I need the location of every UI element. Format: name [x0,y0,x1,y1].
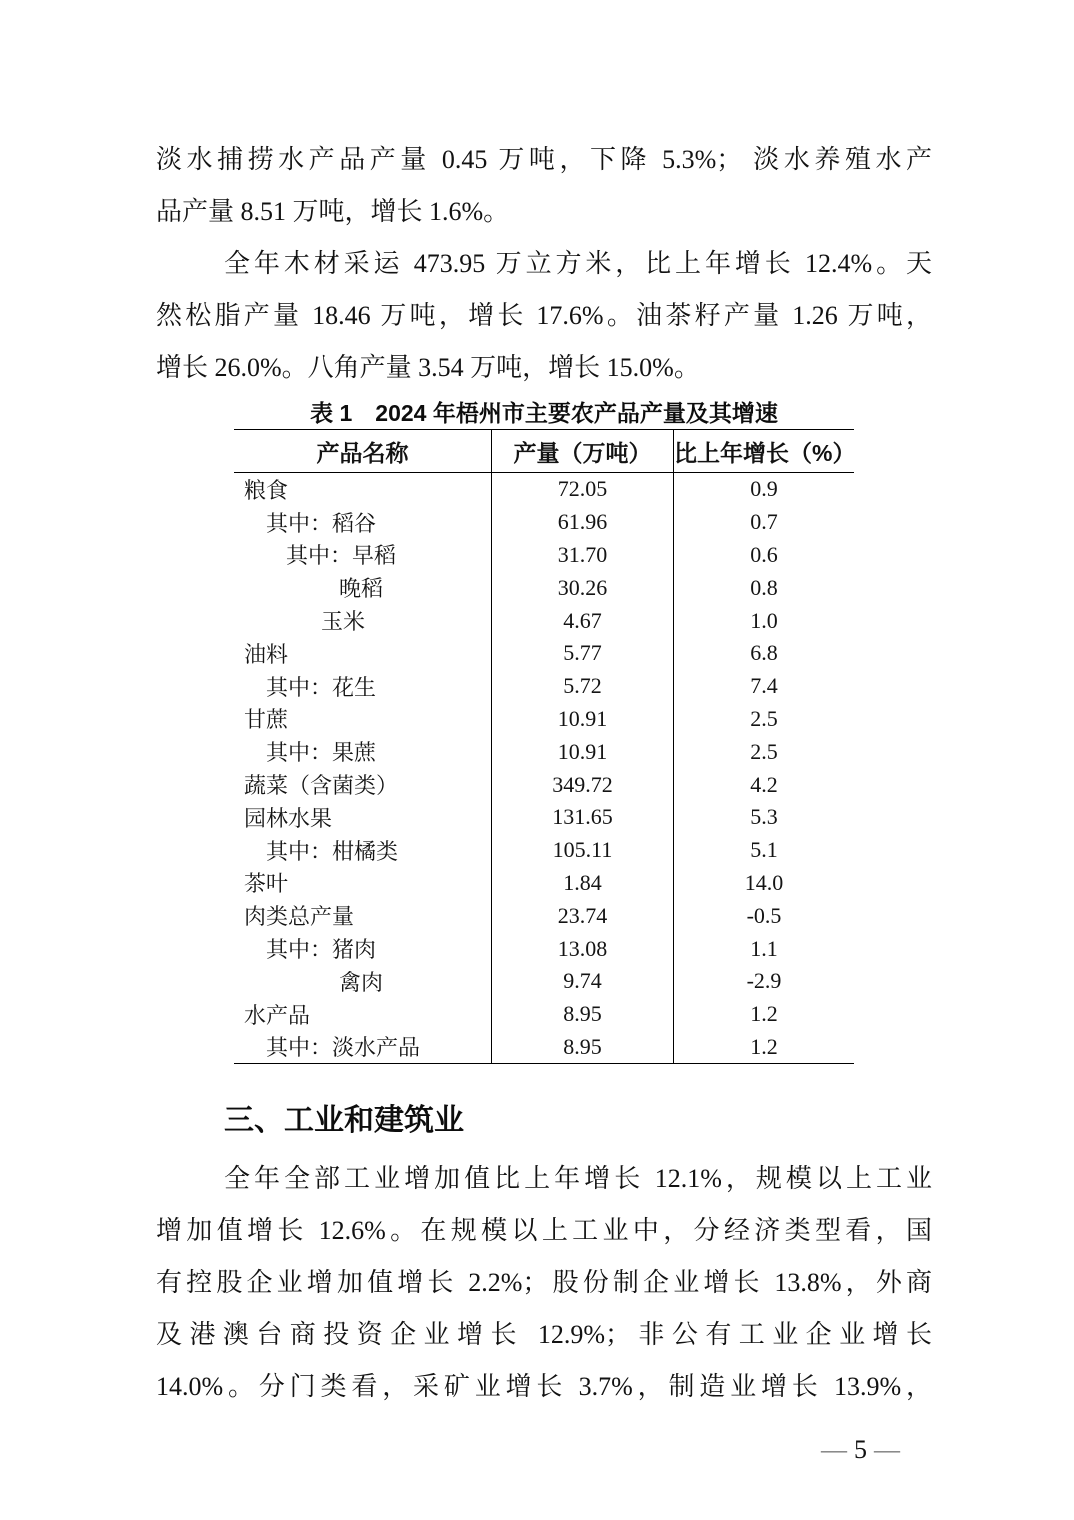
growth-cell: 0.9 [750,476,778,502]
page-number [156,1435,932,1465]
table-row [234,539,854,572]
table-row [234,801,854,834]
product-name-cell: 其中：果蔗 [234,735,492,768]
text-line: 增长 26.0%。八角产量 3.54 万吨，增长 15.0%。 [156,353,700,382]
output-cell: 13.08 [492,932,674,965]
table-row [234,637,854,670]
output-cell: 10.91 [492,703,674,736]
output-cell: 30.26 [492,571,674,604]
output-cell: 349.72 [492,768,674,801]
growth-cell: 14.0 [744,869,784,895]
table-row [234,604,854,637]
product-name-cell: 其中：花生 [234,670,492,703]
output-cell: 8.95 [492,998,674,1031]
output-cell: 4.67 [492,604,674,637]
product-name-cell: 其中：稻谷 [234,506,492,539]
growth-cell: 5.3 [750,804,778,830]
growth-cell: 1.2 [750,1001,778,1027]
text-line: 全年全部工业增加值比上年增长 12.1%，规模以上工业 [224,1164,932,1194]
table-header [234,430,854,473]
growth-cell: 0.6 [750,541,778,567]
col-header-product-name: 产品名称 [234,430,492,473]
product-name-cell: 晚稻 [234,571,492,604]
table-row [234,899,854,932]
table-row [234,834,854,867]
output-cell: 61.96 [492,506,674,539]
product-name-cell: 肉类总产量 [234,899,492,932]
table-row [234,670,854,703]
col-header-output: 产量（万吨） [492,430,674,473]
product-name-cell: 茶叶 [234,867,492,900]
product-name-cell: 油料 [234,637,492,670]
product-name-cell: 水产品 [234,998,492,1031]
table-row [234,703,854,736]
table-row [234,473,854,506]
table-body [234,473,854,1064]
output-cell: 8.95 [492,1031,674,1064]
table-row [234,867,854,900]
output-cell: 31.70 [492,539,674,572]
growth-cell: 0.7 [750,509,778,535]
product-name-cell: 园林水果 [234,801,492,834]
growth-cell: 2.5 [750,705,778,731]
growth-cell: 5.1 [750,837,778,863]
growth-cell: -2.9 [746,968,782,994]
table-row [234,1031,854,1064]
text-line: 有控股企业增加值增长 2.2%；股份制企业增长 13.8%，外商 [156,1268,932,1298]
text-line: 增加值增长 12.6%。在规模以上工业中，分经济类型看，国 [156,1216,932,1246]
output-cell: 131.65 [492,801,674,834]
paragraph-forestry [156,238,932,394]
paragraph-fishery [156,134,932,238]
table1-block [156,397,932,1064]
col-header-growth: 比上年增长（%） [674,430,855,473]
product-name-cell: 其中：猪肉 [234,932,492,965]
text-line: 全年木材采运 473.95 万立方米，比上年增长 12.4%。天 [224,249,932,278]
product-name-cell: 禽肉 [234,965,492,998]
product-name-cell: 甘蔗 [234,703,492,736]
page-number-dash-left: — [821,1435,847,1465]
table-row [234,571,854,604]
table-row [234,768,854,801]
growth-cell: -0.5 [746,902,782,928]
product-name-cell: 其中：早稻 [234,539,492,572]
text-line: 然松脂产量 18.46 万吨，增长 17.6%。油茶籽产量 1.26 万吨， [156,301,932,330]
output-cell: 5.72 [492,670,674,703]
table-title: 表 1 2024 年梧州市主要农产品产量及其增速 [310,400,778,426]
table-row [234,506,854,539]
table-header-row [234,430,854,473]
output-cell: 10.91 [492,735,674,768]
page-number-value: 5 [854,1435,867,1465]
product-name-cell: 其中：柑橘类 [234,834,492,867]
output-cell: 9.74 [492,965,674,998]
growth-cell: 4.2 [750,771,778,797]
agri-products-table [234,429,854,1064]
product-name-cell: 玉米 [234,604,492,637]
table-row [234,735,854,768]
growth-cell: 7.4 [750,673,778,699]
product-name-cell: 其中：淡水产品 [234,1031,492,1064]
section-heading: 三、工业和建筑业 [224,1104,464,1138]
text-line: 淡水捕捞水产品产量 0.45 万吨，下降 5.3%； 淡水养殖水产 [156,145,932,174]
product-name-cell: 粮食 [234,473,492,506]
table-row [234,965,854,998]
output-cell: 105.11 [492,834,674,867]
table-row [234,932,854,965]
text-line: 品产量 8.51 万吨，增长 1.6%。 [156,197,510,226]
output-cell: 23.74 [492,899,674,932]
page-number-dash-right: — [874,1435,900,1465]
output-cell: 1.84 [492,867,674,900]
growth-cell: 2.5 [750,738,778,764]
output-cell: 72.05 [492,473,674,506]
paragraph-industry [156,1153,932,1413]
text-line: 14.0%。分门类看，采矿业增长 3.7%，制造业增长 13.9%， [156,1372,932,1402]
output-cell: 5.77 [492,637,674,670]
growth-cell: 1.2 [750,1033,778,1059]
growth-cell: 0.8 [750,574,778,600]
product-name-cell: 蔬菜（含菌类） [234,768,492,801]
text-line: 及港澳台商投资企业增长 12.9%；非公有工业企业增长 [156,1320,932,1350]
table-row [234,998,854,1031]
growth-cell: 6.8 [750,640,778,666]
growth-cell: 1.0 [750,607,778,633]
growth-cell: 1.1 [750,935,778,961]
